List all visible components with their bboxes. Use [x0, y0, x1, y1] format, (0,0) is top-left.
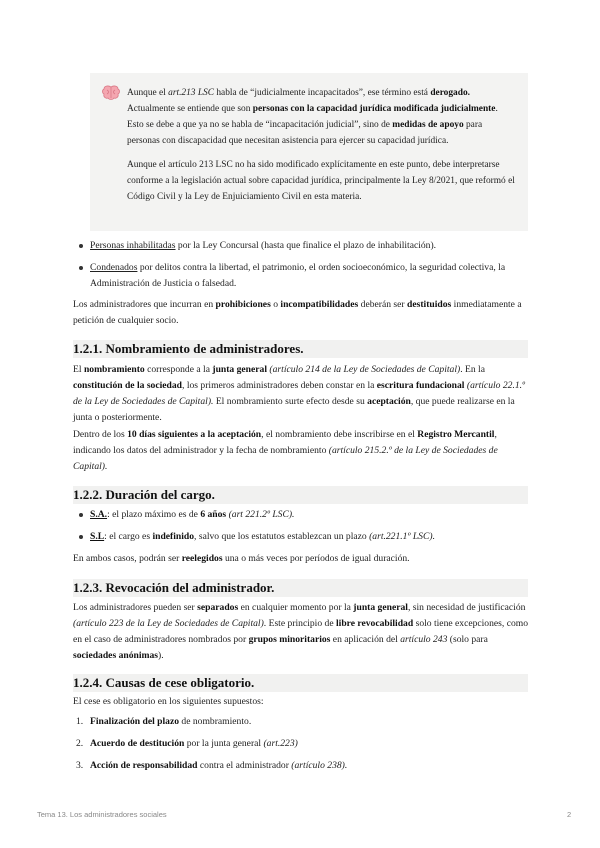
list-item-term: Personas inhabilitadas	[90, 240, 176, 251]
callout-paragraph-1: Aunque el art.213 LSC habla de “judicialmente incapacitados”, ese término está derogado. Actualmente se entiende que son personas con la capacidad jurídica modificada judicialmente. Esto se debe a que ya no se habla de “incapacitación judicial”, sino de medidas de apoyo para personas con discapacidad que necesitan asistencia para ejercer su capacidad jurídica.	[127, 88, 498, 146]
bullet-icon	[79, 535, 83, 539]
list-item: S.L: el cargo es indefinido, salvo que los estatutos establezcan un plazo (art.221.1º LSC).	[73, 529, 528, 545]
cessation-list	[73, 714, 528, 780]
section-heading-1-2-4: 1.2.4. Causas de cese obligatorio.	[73, 674, 528, 692]
duration-paragraph: En ambos casos, podrán ser reelegidos una o más veces por períodos de igual duración.	[73, 553, 410, 564]
bullet-icon	[79, 244, 83, 248]
brain-icon	[102, 85, 120, 101]
list-item: Personas inhabilitadas por la Ley Concursal (hasta que finalice el plazo de inhabilitación).	[73, 238, 528, 254]
callout-paragraph-2: Aunque el artículo 213 LSC no ha sido modificado explícitamente en este punto, debe interpretarse conforme a la legislación actual sobre capacidad jurídica, principalmente la Ley 8/2021, que reformó el Código Civil y la Ley de Enjuiciamiento Civil en esta materia.	[127, 160, 515, 202]
appointment-paragraph-2: Dentro de los 10 días siguientes a la aceptación, el nombramiento debe inscribirse en el Registro Mercantil, indicando los datos del administrador y la fecha de nombramiento (artículo 215.2.º de la Ley de Sociedades de Capital).	[73, 429, 498, 472]
callout-text	[127, 85, 515, 213]
cessation-intro: El cese es obligatorio en los siguientes supuestos:	[73, 696, 264, 707]
list-item: 2. Acuerdo de destitución por la junta general (art.223)	[76, 738, 298, 749]
bullet-icon	[79, 513, 83, 517]
bullet-icon	[79, 266, 83, 270]
footer-document-title: Tema 13. Los administradores sociales	[37, 810, 167, 819]
callout-box	[90, 73, 528, 231]
list-item: 3. Acción de responsabilidad contra el administrador (artículo 238).	[76, 760, 348, 771]
list-item: S.A.: el plazo máximo es de 6 años (art 221.2º LSC).	[73, 507, 528, 523]
section-heading-1-2-2: 1.2.2. Duración del cargo.	[73, 486, 528, 504]
intro-paragraph: Los administradores que incurran en prohibiciones o incompatibilidades deberán ser destituidos inmediatamente a petición de cualquier socio.	[73, 299, 522, 326]
list-item: 1. Finalización del plazo de nombramiento.	[76, 716, 252, 727]
page-number: 2	[567, 810, 572, 819]
list-item: Condenados por delitos contra la libertad, el patrimonio, el orden socioeconómico, la seguridad colectiva, la Administración de Justicia o falsedad.	[73, 260, 528, 292]
prohibitions-list	[73, 238, 528, 298]
duration-list	[73, 507, 528, 551]
appointment-paragraph-1: El nombramiento corresponde a la junta general (artículo 214 de la Ley de Sociedades de Capital). En la constitución de la sociedad, los primeros administradores deben constar en la escritura fundacional (artículo 22.1.º de la Ley de Sociedades de Capital). El nombramiento surte efecto desde su aceptación, que puede realizarse en la junta o posteriormente.	[73, 364, 526, 423]
revocation-paragraph: Los administradores pueden ser separados en cualquier momento por la junta general, sin necesidad de justificación (artículo 223 de la Ley de Sociedades de Capital). Este principio de libre revocabilidad solo tiene excepciones, como en el caso de administradores nombrados por grupos minoritarios en aplicación del artículo 243 (solo para sociedades anónimas).	[73, 602, 529, 661]
section-heading-1-2-3: 1.2.3. Revocación del administrador.	[73, 579, 528, 597]
section-heading-1-2-1: 1.2.1. Nombramiento de administradores.	[73, 340, 528, 358]
list-item-term: Condenados	[90, 262, 138, 273]
